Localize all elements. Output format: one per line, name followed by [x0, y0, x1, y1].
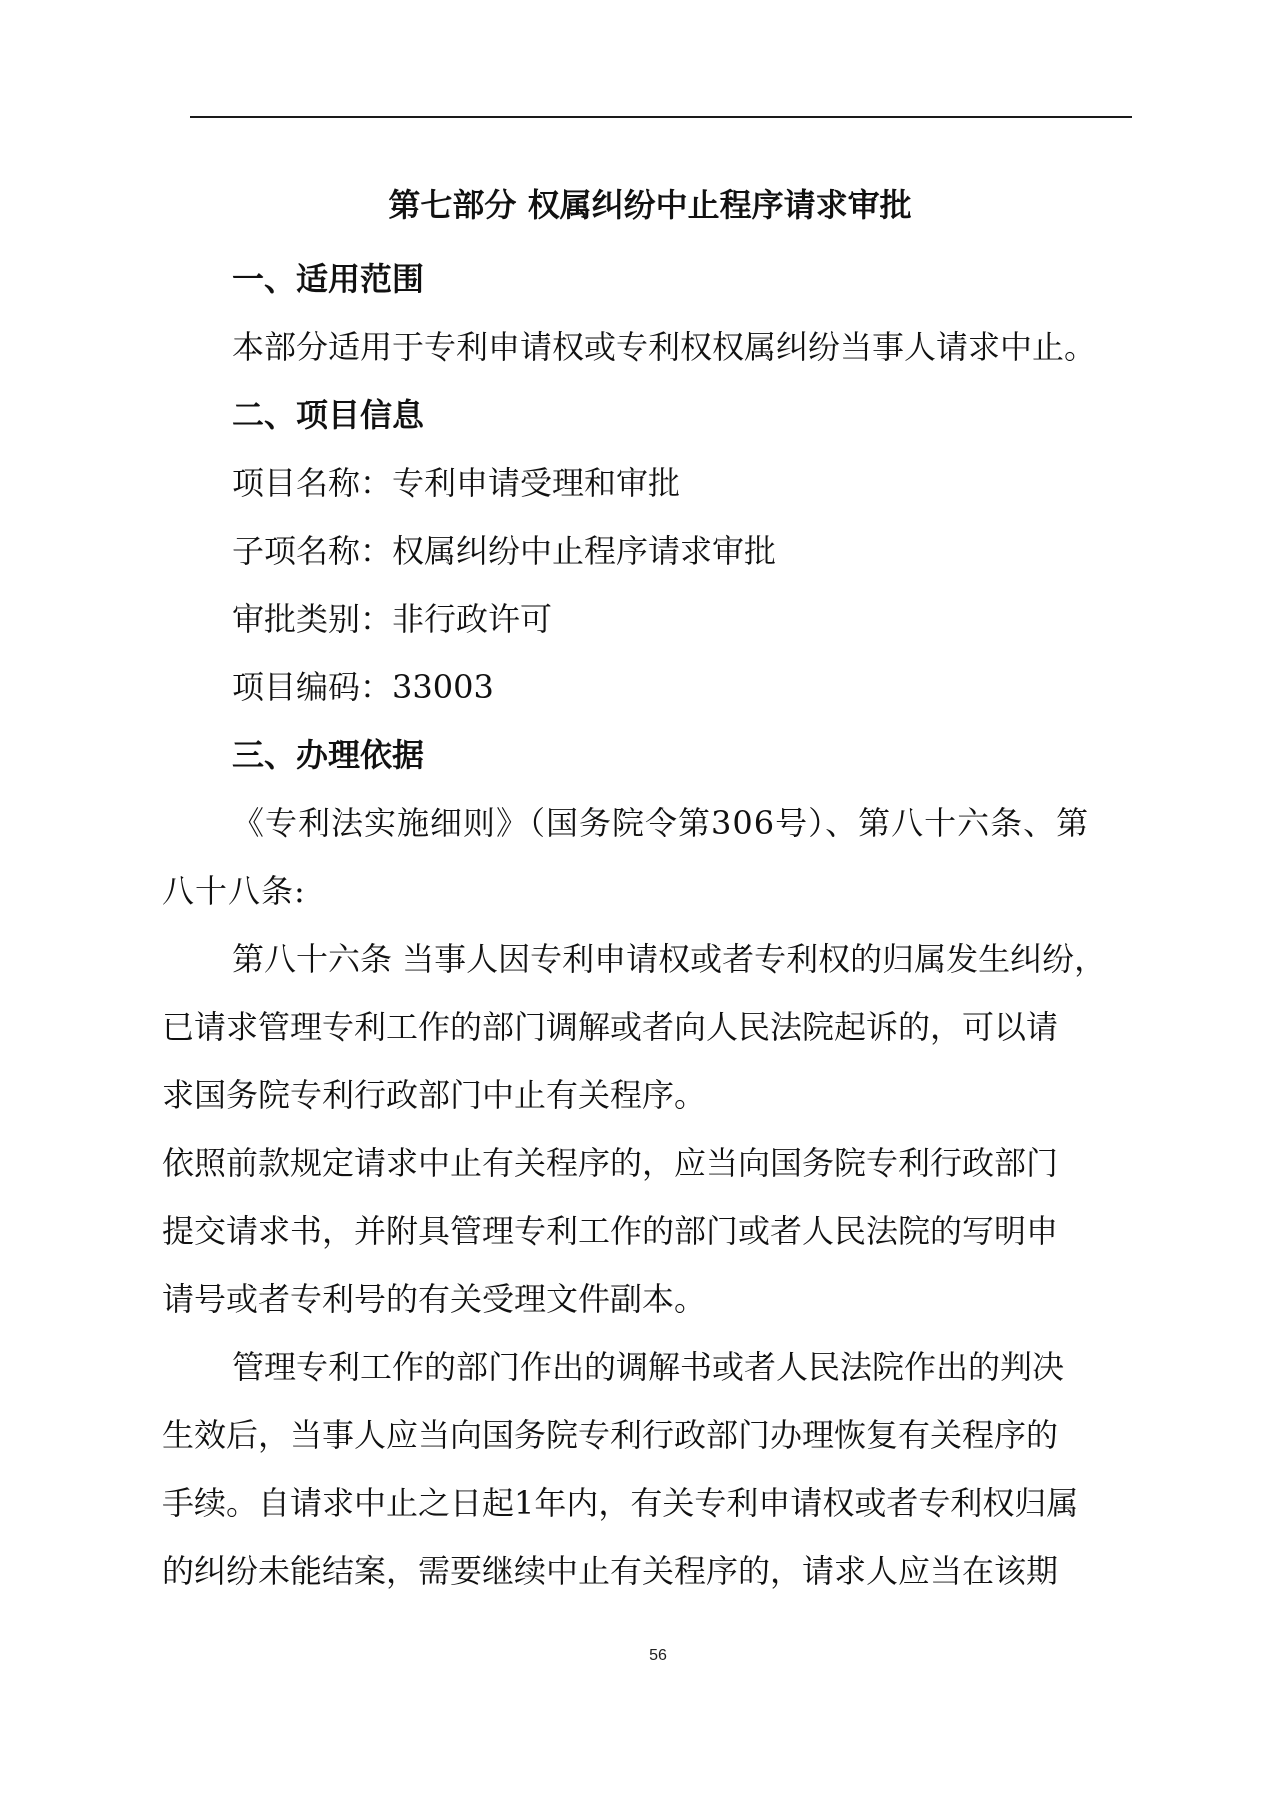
scope-text: 本部分适用于专利申请权或专利权权属纠纷当事人请求中止。: [232, 328, 1097, 366]
article-86-line: 生效后，当事人应当向国务院专利行政部门办理恢复有关程序的: [162, 1416, 1059, 1454]
article-86-line: 第八十六条 当事人因专利申请权或者专利权的归属发生纠纷，: [232, 940, 1107, 978]
article-86-line: 提交请求书，并附具管理专利工作的部门或者人民法院的写明申: [162, 1212, 1059, 1250]
article-86-line: 依照前款规定请求中止有关程序的，应当向国务院专利行政部门: [162, 1144, 1059, 1182]
header-rule: [190, 116, 1132, 118]
article-86-line: 管理专利工作的部门作出的调解书或者人民法院作出的判决: [232, 1348, 1065, 1386]
item-code: 项目编码：33003: [232, 668, 494, 706]
article-86-line: 已请求管理专利工作的部门调解或者向人民法院起诉的，可以请: [162, 1008, 1059, 1046]
page-number: 56: [649, 1647, 667, 1664]
section-heading-scope: 一、适用范围: [232, 260, 425, 298]
page-title: 第七部分 权属纠纷中止程序请求审批: [388, 186, 912, 224]
section-heading-info: 二、项目信息: [232, 396, 425, 434]
approval-type: 审批类别：非行政许可: [232, 600, 553, 638]
article-86-line: 求国务院专利行政部门中止有关程序。: [162, 1076, 707, 1114]
article-86-line: 手续。自请求中止之日起1年内，有关专利申请权或者专利权归属: [162, 1484, 1079, 1522]
item-name: 项目名称：专利申请受理和审批: [232, 464, 681, 502]
sub-item-name: 子项名称：权属纠纷中止程序请求审批: [232, 532, 777, 570]
section-heading-basis: 三、办理依据: [232, 736, 425, 774]
article-86-line: 的纠纷未能结案，需要继续中止有关程序的，请求人应当在该期: [162, 1552, 1059, 1590]
article-86-line: 请号或者专利号的有关受理文件副本。: [162, 1280, 707, 1318]
citation-line: 《专利法实施细则》（国务院令第306号）、第八十六条、第: [232, 804, 1090, 842]
citation-line: 八十八条:: [162, 872, 306, 910]
